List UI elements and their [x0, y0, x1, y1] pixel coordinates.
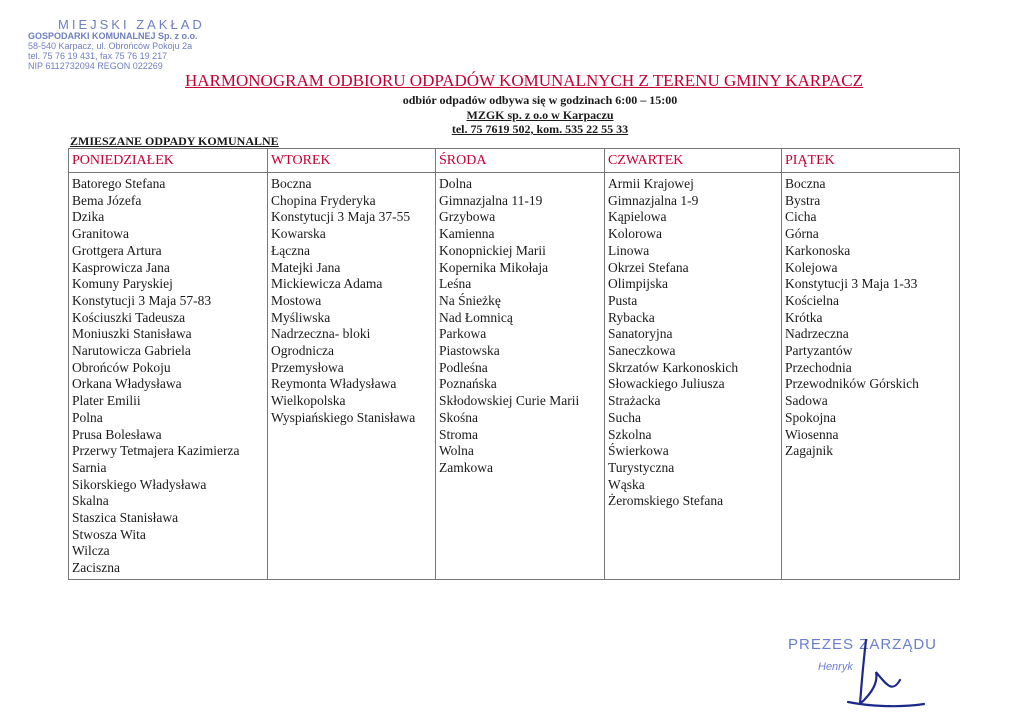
signature-role: PREZES ZARZĄDU: [788, 636, 938, 653]
stamp-line-1: MIEJSKI ZAKŁAD: [58, 17, 205, 32]
street-item: Nad Łomnicą: [439, 309, 513, 325]
street-item: Na Śnieżkę: [439, 292, 501, 308]
street-item: Narutowicza Gabriela: [72, 343, 191, 359]
day-header: ŚRODA: [436, 149, 605, 173]
street-item: Parkowa: [439, 326, 487, 342]
street-item: Wielkopolska: [271, 393, 346, 409]
street-item: Mickiewicza Adama: [271, 276, 383, 292]
street-item: Kościuszki Tadeusza: [72, 309, 186, 325]
street-item: Zagajnik: [785, 443, 833, 459]
street-item: Sucha: [608, 409, 641, 425]
document-title: HARMONOGRAM ODBIORU ODPADÓW KOMUNALNYCH Z TERENU GMINY KARPACZ: [185, 71, 863, 90]
street-item: Ogrodnicza: [271, 343, 334, 359]
street-item: Kościelna: [785, 292, 839, 308]
street-item: Reymonta Władysława: [271, 376, 397, 392]
street-item: Skłodowskiej Curie Marii: [439, 393, 580, 409]
street-item: Wolna: [439, 443, 474, 459]
street-item: Łączna: [271, 242, 310, 258]
streets-row: [69, 173, 960, 580]
street-item: Konstytucji 3 Maja 57-83: [72, 292, 212, 308]
day-column: [782, 173, 960, 580]
street-item: Kasprowicza Jana: [72, 259, 170, 275]
street-item: Przemysłowa: [271, 359, 344, 375]
street-item: Chopina Fryderyka: [271, 192, 376, 208]
street-item: Boczna: [785, 176, 826, 191]
street-item: Rybacka: [608, 309, 655, 325]
street-item: Nadrzeczna- bloki: [271, 326, 371, 342]
street-item: Sadowa: [785, 393, 828, 409]
street-item: Prusa Bolesława: [72, 426, 162, 442]
street-item: Sarnia: [72, 459, 107, 475]
street-item: Dzika: [72, 209, 105, 225]
street-item: Górna: [785, 226, 819, 242]
street-item: Wilcza: [72, 543, 110, 559]
street-item: Olimpijska: [608, 276, 668, 292]
day-header: PONIEDZIAŁEK: [69, 149, 268, 173]
street-item: Świerkowa: [608, 443, 669, 459]
street-item: Przewodników Górskich: [785, 376, 919, 392]
company-phone: tel. 75 7619 502, kom. 535 22 55 33: [451, 122, 629, 136]
street-item: Pusta: [608, 292, 638, 308]
day-header: CZWARTEK: [605, 149, 782, 173]
street-item: Wąska: [608, 476, 645, 492]
street-item: Mostowa: [271, 292, 322, 308]
street-item: Gimnazjalna 11-19: [439, 192, 543, 208]
header-row: [69, 149, 960, 173]
stamp-line-2: GOSPODARKI KOMUNALNEJ Sp. z o.o.: [28, 31, 198, 42]
street-item: Cicha: [785, 209, 817, 225]
day-header: PIĄTEK: [782, 149, 960, 173]
street-item: Kąpielowa: [608, 209, 667, 225]
street-item: Zamkowa: [439, 459, 493, 475]
stamp-line-3: 58-540 Karpacz, ul. Obrońców Pokoju 2a: [28, 41, 193, 52]
street-item: Kamienna: [439, 226, 495, 242]
street-item: Konopnickiej Marii: [439, 242, 546, 258]
company-stamp: [28, 18, 218, 72]
street-item: Granitowa: [72, 226, 129, 242]
company-name: MZGK sp. z o.o w Karpaczu: [466, 108, 614, 122]
street-item: Zaciszna: [72, 560, 120, 576]
street-item: Nadrzeczna: [785, 326, 849, 342]
street-item: Polna: [72, 409, 103, 425]
street-item: Orkana Władysława: [72, 376, 182, 392]
street-item: Plater Emilii: [72, 393, 141, 409]
street-item: Kolorowa: [608, 226, 662, 242]
street-item: Sanatoryjna: [608, 326, 673, 342]
street-item: Przerwy Tetmajera Kazimierza: [72, 443, 240, 459]
street-item: Staszica Stanisława: [72, 510, 179, 526]
street-item: Przechodnia: [785, 359, 852, 375]
street-item: Piastowska: [439, 343, 500, 359]
street-item: Kolejowa: [785, 259, 838, 275]
street-item: Grottgera Artura: [72, 242, 162, 258]
street-item: Matejki Jana: [271, 259, 341, 275]
stamp-line-5: NIP 6112732094 REGON 022269: [28, 60, 163, 71]
street-item: Boczna: [271, 176, 312, 191]
signature-block: [778, 632, 958, 712]
street-item: Żeromskiego Stefana: [608, 493, 724, 509]
day-column: [69, 173, 268, 580]
street-item: Turystyczna: [608, 459, 675, 475]
street-item: Szkolna: [608, 426, 652, 442]
street-item: Karkonoska: [785, 242, 851, 258]
street-item: Sikorskiego Władysława: [72, 476, 207, 492]
handwritten-signature-icon: [838, 632, 928, 712]
street-item: Grzybowa: [439, 209, 496, 225]
day-column: [268, 173, 436, 580]
street-item: Podleśna: [439, 359, 488, 375]
street-item: Skrzatów Karkonoskich: [608, 359, 739, 375]
street-item: Linowa: [608, 242, 650, 258]
street-item: Leśna: [439, 276, 472, 292]
street-item: Krótka: [785, 309, 823, 325]
day-header: WTOREK: [268, 149, 436, 173]
street-item: Wyspiańskiego Stanisława: [271, 409, 416, 425]
street-item: Strażacka: [608, 393, 661, 409]
street-item: Myśliwska: [271, 309, 331, 325]
street-item: Słowackiego Juliusza: [608, 376, 725, 392]
signature-name: Henryk: [818, 661, 853, 673]
stamp-line-4: tel. 75 76 19 431, fax 75 76 19 217: [28, 51, 168, 62]
street-item: Okrzei Stefana: [608, 259, 689, 275]
street-item: Skośna: [439, 409, 479, 425]
street-item: Stroma: [439, 426, 478, 442]
street-item: Partyzantów: [785, 343, 853, 359]
street-item: Kopernika Mikołaja: [439, 259, 549, 275]
street-item: Spokojna: [785, 409, 837, 425]
street-item: Bystra: [785, 192, 821, 208]
street-item: Gimnazjalna 1-9: [608, 192, 699, 208]
street-item: Dolna: [439, 176, 472, 191]
street-item: Komuny Paryskiej: [72, 276, 173, 292]
street-item: Skalna: [72, 493, 109, 509]
street-item: Batorego Stefana: [72, 176, 166, 191]
schedule-table: [68, 148, 960, 580]
street-item: Bema Józefa: [72, 192, 142, 208]
collection-hours: odbiór odpadów odbywa się w godzinach 6:00 – 15:00: [402, 93, 678, 107]
street-item: Saneczkowa: [608, 343, 676, 359]
street-item: Stwosza Wita: [72, 526, 146, 542]
street-item: Armii Krajowej: [608, 176, 694, 191]
street-item: Konstytucji 3 Maja 1-33: [785, 276, 918, 292]
street-item: Poznańska: [439, 376, 497, 392]
street-item: Konstytucji 3 Maja 37-55: [271, 209, 411, 225]
street-item: Obrońców Pokoju: [72, 359, 171, 375]
day-column: [436, 173, 605, 580]
street-item: Wiosenna: [785, 426, 839, 442]
street-item: Moniuszki Stanisława: [72, 326, 192, 342]
day-column: [605, 173, 782, 580]
section-title: ZMIESZANE ODPADY KOMUNALNE: [70, 134, 279, 148]
street-item: Kowarska: [271, 226, 326, 242]
